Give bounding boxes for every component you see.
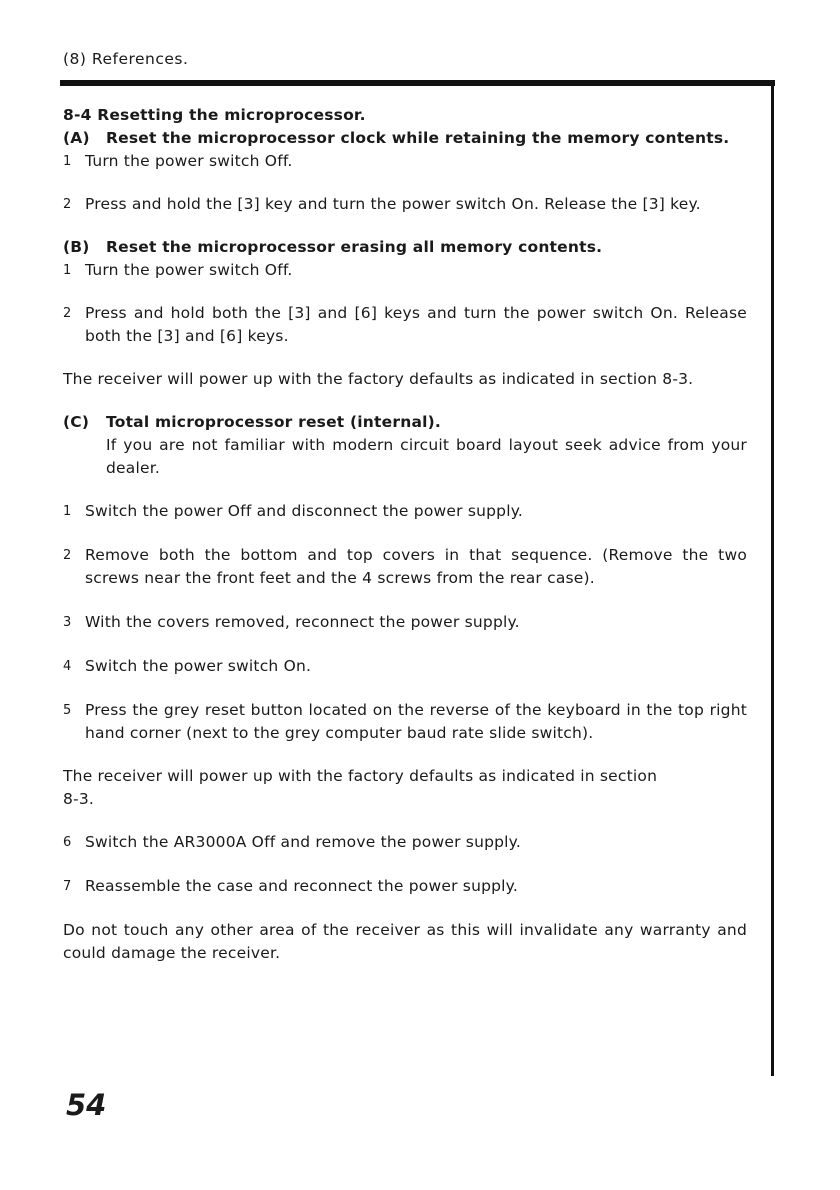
- subsection-c-note: The receiver will power up with the factory defaults as indicated in section 8-3.: [63, 767, 658, 808]
- margin-rule: [771, 86, 774, 1076]
- list-item: [63, 655, 747, 678]
- step-number: 2: [63, 197, 72, 212]
- list-item: [63, 875, 747, 898]
- list-item: [63, 611, 747, 634]
- subsection-a-label: (A): [63, 129, 90, 147]
- subsection-c-label: (C): [63, 413, 90, 431]
- header-rule: [60, 80, 775, 86]
- step-text: Reassemble the case and reconnect the power supply.: [85, 877, 518, 895]
- step-text: Switch the power Off and disconnect the power supply.: [85, 502, 524, 520]
- subsection-b-heading: Reset the microprocessor erasing all memory contents.: [106, 238, 603, 256]
- step-text: Press the grey reset button located on the reverse of the keyboard in the top right hand corner (next to the grey computer baud rate slide switch).: [85, 701, 747, 742]
- step-number: 6: [63, 835, 72, 850]
- list-item: [63, 544, 747, 590]
- step-number: 3: [63, 615, 72, 630]
- step-text: Remove both the bottom and top covers in that sequence. (Remove the two screws near the front feet and the 4 screws from the rear case).: [85, 546, 747, 587]
- subsection-b-label: (B): [63, 238, 90, 256]
- subsection-a-heading: Reset the microprocessor clock while retaining the memory contents.: [106, 129, 730, 147]
- step-text: Switch the power switch On.: [85, 657, 312, 675]
- step-number: 2: [63, 306, 72, 321]
- step-text: Press and hold the [3] key and turn the power switch On. Release the [3] key.: [85, 195, 701, 213]
- step-number: 5: [63, 703, 72, 718]
- step-text: Turn the power switch Off.: [85, 152, 293, 170]
- subsection-c-heading: Total microprocessor reset (internal).: [106, 413, 441, 431]
- page-number: 54: [66, 1088, 107, 1122]
- step-number: 1: [63, 263, 72, 278]
- subsection-b-title: [63, 236, 747, 259]
- step-number: 1: [63, 154, 72, 169]
- list-item: [63, 150, 747, 173]
- subsection-c-advice: If you are not familiar with modern circuit board layout seek advice from your dealer.: [106, 436, 747, 477]
- step-number: 1: [63, 504, 72, 519]
- step-text: Press and hold both the [3] and [6] keys and turn the power switch On. Release both the [3] and [6] keys.: [85, 304, 747, 345]
- subsection-b-note: The receiver will power up with the factory defaults as indicated in section 8-3.: [63, 370, 694, 388]
- step-number: 4: [63, 659, 72, 674]
- list-item: [63, 831, 747, 854]
- page-content: [63, 104, 747, 965]
- list-item: [63, 193, 747, 216]
- subsection-c-title: [63, 411, 747, 434]
- warning-text: Do not touch any other area of the receiver as this will invalidate any warranty and could damage the receiver.: [63, 921, 747, 962]
- step-number: 7: [63, 879, 72, 894]
- step-text: Turn the power switch Off.: [85, 261, 293, 279]
- running-head: (8) References.: [63, 50, 189, 68]
- step-text: With the covers removed, reconnect the power supply.: [85, 613, 520, 631]
- list-item: [63, 259, 747, 282]
- list-item: [63, 500, 747, 523]
- step-number: 2: [63, 548, 72, 563]
- step-text: Switch the AR3000A Off and remove the power supply.: [85, 833, 521, 851]
- subsection-a-title: [63, 127, 747, 150]
- list-item: [63, 302, 747, 348]
- section-title: 8-4 Resetting the microprocessor.: [63, 106, 366, 124]
- list-item: [63, 699, 747, 745]
